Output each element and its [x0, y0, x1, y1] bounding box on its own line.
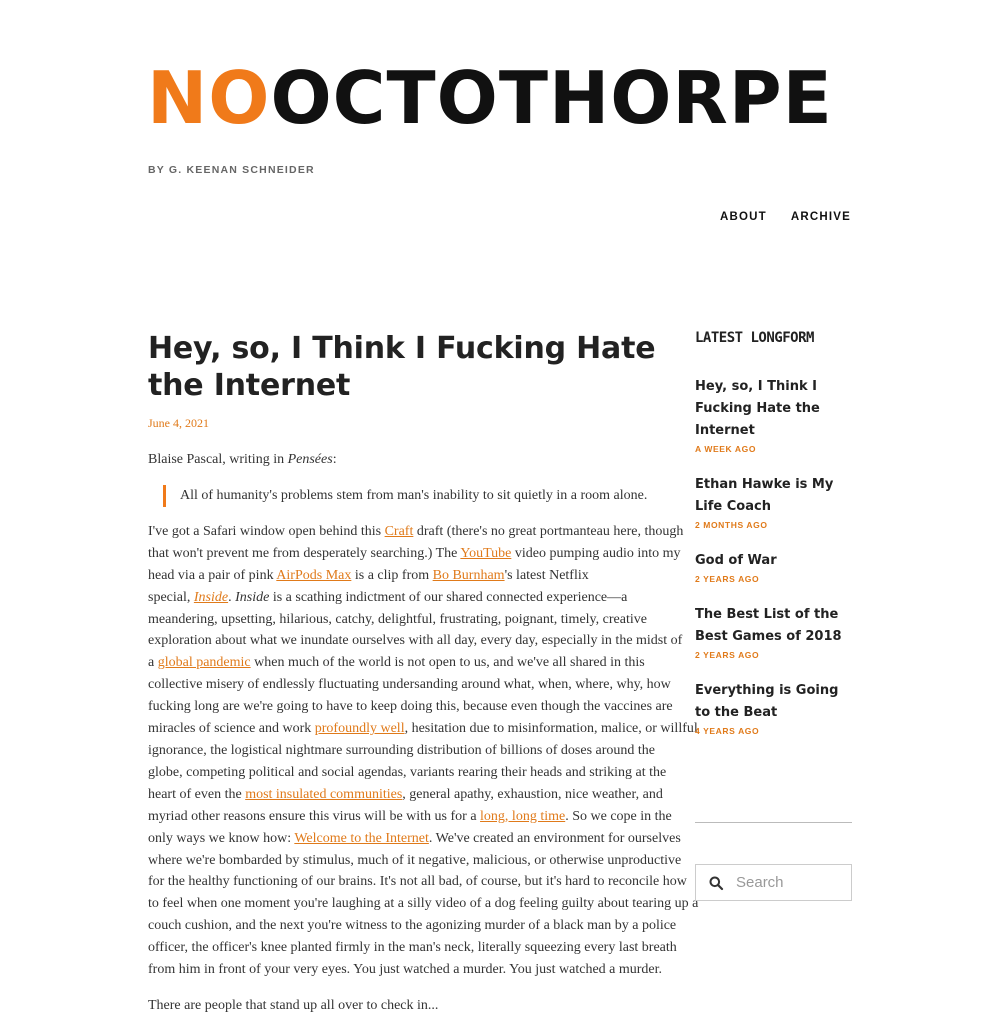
- inline-link[interactable]: long, long time: [480, 808, 566, 824]
- top-nav: [720, 211, 851, 223]
- sidebar-list: [695, 376, 852, 736]
- body-line: for the healthy functioning of our brains. It's not all bad, of course, but it's hard to reconcile how: [148, 874, 687, 890]
- inline-link[interactable]: Inside: [193, 589, 229, 605]
- sidebar-post-age: 2 YEARS AGO: [695, 650, 760, 660]
- list-item: [695, 550, 852, 584]
- body-line: fucking long are we're going to have to keep doing this, because even though the vaccines are: [148, 699, 673, 715]
- nav-archive-link[interactable]: ARCHIVE: [790, 211, 851, 223]
- inline-link[interactable]: global pandemic: [157, 655, 251, 671]
- body-line: heart of even the most insulated communities, general apathy, exhaustion, nice weather, and: [148, 786, 663, 802]
- sidebar: [695, 330, 852, 756]
- body-line: to feel when one moment you're laughing at a silly video of a dog feeling guilty about tearing up a: [148, 896, 699, 912]
- intro-emphasis: Pensées: [287, 452, 333, 467]
- sidebar-post-age: A WEEK AGO: [695, 444, 757, 454]
- nav-about-link[interactable]: ABOUT: [719, 211, 767, 223]
- body-line: only ways we know how: Welcome to the Internet. We've created an environment for ourselves: [148, 830, 681, 846]
- list-item: [695, 680, 852, 736]
- body-line: a global pandemic when much of the world is not open to us, and we've all shared in this: [148, 655, 645, 671]
- body-line: officer, the officer's knee planted firmly in the man's neck, literally squeezing every last breath: [148, 940, 677, 956]
- body-line: globe, competing political and social agendas, variants rearing their heads and striking at the: [148, 764, 667, 780]
- list-item: [695, 376, 852, 454]
- list-item: [695, 604, 852, 660]
- sidebar-post-link[interactable]: Ethan Hawke is My Life Coach: [695, 477, 834, 514]
- sidebar-post-age: 4 YEARS AGO: [695, 726, 760, 736]
- article: [148, 330, 699, 1017]
- sidebar-post-link[interactable]: Everything is Going to the Beat: [695, 683, 839, 720]
- sidebar-post-age: 2 MONTHS AGO: [695, 520, 768, 530]
- body-line: where we're bombarded by stimulus, much of it negative, malicious, or otherwise unproductive: [148, 852, 682, 868]
- quote-text: All of humanity's problems stem from man's inability to sit quietly in a room alone.: [180, 487, 648, 503]
- article-date: June 4, 2021: [148, 416, 209, 430]
- intro-text: Blaise Pascal, writing in: [148, 452, 288, 467]
- sidebar-post-age: 2 YEARS AGO: [695, 574, 760, 584]
- inline-emphasis: Inside: [235, 589, 270, 605]
- body-line: that won't prevent me from desperately searching.) The YouTube video pumping audio into my: [148, 545, 681, 561]
- inline-link[interactable]: most insulated communities: [245, 786, 403, 802]
- body-line: ignorance, the logistical nightmare surrounding distribution of billions of doses around the: [148, 742, 656, 758]
- article-title: Hey, so, I Think I Fucking Hate the Internet: [148, 331, 656, 403]
- byline: BY G. KEENAN SCHNEIDER: [148, 164, 315, 176]
- sidebar-divider: [695, 822, 852, 823]
- inline-link[interactable]: Bo Burnham: [432, 567, 505, 583]
- body-line: meandering, upsetting, hilarious, catchy, delightful, frustrating, poignant, timely, creative: [148, 611, 647, 627]
- inline-link[interactable]: Craft: [384, 523, 414, 539]
- inline-link[interactable]: YouTube: [460, 545, 512, 561]
- body-paragraph: [148, 521, 699, 981]
- sidebar-post-link[interactable]: God of War: [695, 553, 777, 568]
- body-line: exploration about what we inundate ourselves with all day, every day, especially in the midst of: [148, 633, 683, 649]
- inline-link[interactable]: profoundly well: [314, 721, 405, 737]
- body-line: from him in front of your very eyes. You just watched a murder. You just watched a murder.: [148, 962, 663, 978]
- sidebar-heading: LATEST LONGFORM: [695, 330, 814, 346]
- body-line: head via a pair of pink AirPods Max is a clip from Bo Burnham's latest Netflix: [148, 567, 589, 583]
- site-logo[interactable]: [147, 56, 833, 140]
- list-item: [695, 474, 852, 530]
- blockquote: [163, 485, 660, 507]
- sidebar-post-link[interactable]: The Best List of the Best Games of 2018: [695, 607, 842, 644]
- body-line: myriad other reasons ensure this virus will be with us for a long, long time. So we cope in the: [148, 808, 672, 824]
- body-line: special, Inside. Inside is a scathing indictment of our shared connected experience—a: [148, 589, 628, 605]
- body-line: couch cushion, and the next you're witness to the agonizing murder of a black man by a police: [148, 918, 677, 934]
- inline-link[interactable]: Welcome to the Internet: [294, 830, 429, 846]
- inline-link[interactable]: AirPods Max: [276, 567, 352, 583]
- search-icon: [696, 865, 736, 900]
- intro-colon: :: [332, 452, 337, 467]
- next-paragraph-fragment: There are people that stand up all over to check in...: [148, 997, 439, 1013]
- logo-orange-text: NO: [147, 56, 271, 140]
- body-line: I've got a Safari window open behind this Craft draft (there's no great portmanteau here, though: [148, 523, 684, 539]
- body-line: collective misery of endlessly fluctuating undersanding around what, when, where, why, how: [148, 677, 671, 693]
- intro-paragraph: [148, 449, 660, 471]
- sidebar-post-link[interactable]: Hey, so, I Think I Fucking Hate the Internet: [695, 379, 820, 438]
- logo-dark-text: OCTOTHORPE: [270, 56, 833, 140]
- search-input[interactable]: [736, 874, 846, 891]
- body-line: miracles of science and work profoundly well, hesitation due to misinformation, malice, or willful: [148, 721, 698, 737]
- search-box[interactable]: [695, 864, 852, 901]
